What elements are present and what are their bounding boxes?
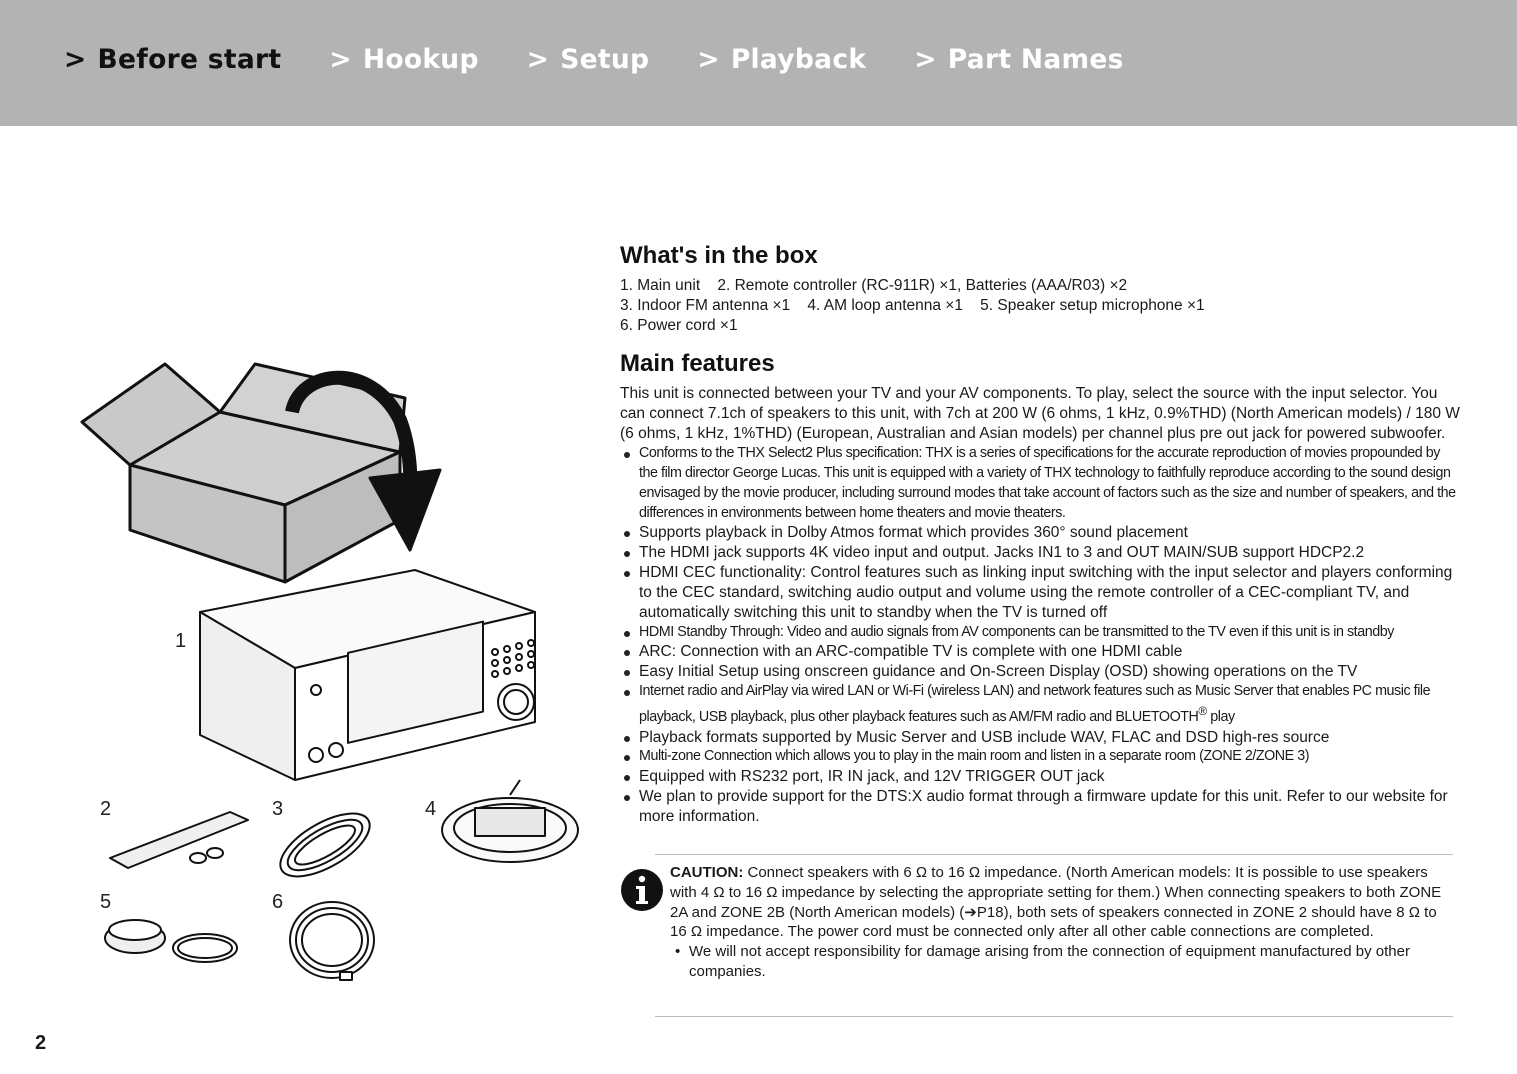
nav-playback[interactable]: > Playback bbox=[697, 44, 867, 75]
nav-before-start[interactable]: > Before start bbox=[64, 44, 282, 75]
box-line-1: 1. Main unit 2. Remote controller (RC-911R) ×1, Batteries (AAA/R03) ×2 bbox=[620, 277, 1128, 294]
list-item: Equipped with RS232 port, IR IN jack, and 12V TRIGGER OUT jack bbox=[620, 767, 1460, 787]
remote-controller-icon bbox=[110, 812, 248, 868]
box-contents-illustration bbox=[70, 350, 590, 1010]
item-number-4: 4 bbox=[425, 798, 437, 820]
list-item: Supports playback in Dolby Atmos format which provides 360° sound placement bbox=[620, 523, 1460, 543]
list-item: HDMI CEC functionality: Control features such as linking input switching with the input selector and players conforming to the CEC standard, switching audio output and volume using the remote controller of a CEC-compliant TV, and automatically switching this unit to standby when the TV is turned off bbox=[620, 563, 1460, 623]
caution-text bbox=[670, 863, 1455, 982]
cardboard-box-icon bbox=[82, 364, 405, 582]
item-number-6: 6 bbox=[272, 891, 284, 913]
features-title: Main features bbox=[620, 350, 775, 377]
fm-antenna-icon bbox=[271, 801, 380, 889]
list-item: Playback formats supported by Music Server and USB include WAV, FLAC and DSD high-res source bbox=[620, 728, 1460, 748]
power-cord-icon bbox=[290, 902, 374, 980]
caution-bullet: • We will not accept responsibility for damage arising from the connection of equipment manufactured by other companies. bbox=[670, 942, 1455, 982]
av-receiver-icon bbox=[200, 570, 535, 780]
am-loop-antenna-icon bbox=[442, 780, 578, 862]
box-line-2: 3. Indoor FM antenna ×1 4. AM loop antenna ×1 5. Speaker setup microphone ×1 bbox=[620, 297, 1205, 314]
page-ref-arrow-icon: ➔ bbox=[964, 903, 977, 921]
page-number: 2 bbox=[35, 1032, 47, 1054]
page-reference-link[interactable]: P18 bbox=[976, 903, 1004, 921]
list-item: Internet radio and AirPlay via wired LAN or Wi-Fi (wireless LAN) and network features such as Music Server that enables PC music file playback, USB playback, plus other playback features such as AM/FM radio and BLUETOOTH® play bbox=[620, 682, 1460, 727]
list-item: The HDMI jack supports 4K video input and output. Jacks IN1 to 3 and OUT MAIN/SUB support HDCP2.2 bbox=[620, 543, 1460, 563]
main-content bbox=[620, 242, 1460, 827]
list-item: We plan to provide support for the DTS:X audio format through a firmware update for this unit. Refer to our website for more information. bbox=[620, 787, 1460, 827]
list-item: Easy Initial Setup using onscreen guidance and On-Screen Display (OSD) showing operations on the TV bbox=[620, 662, 1460, 682]
nav-part-names[interactable]: > Part Names bbox=[914, 44, 1124, 75]
list-item: Multi-zone Connection which allows you to play in the main room and listen in a separate room (ZONE 2/ZONE 3) bbox=[620, 747, 1460, 767]
item-number-3: 3 bbox=[272, 798, 284, 820]
section-nav bbox=[64, 44, 1172, 75]
box-title: What's in the box bbox=[620, 242, 818, 269]
registered-mark: ® bbox=[1198, 703, 1207, 718]
box-line-3: 6. Power cord ×1 bbox=[620, 317, 738, 334]
item-number-5: 5 bbox=[100, 891, 112, 913]
caution-paragraph: CAUTION: Connect speakers with 6 Ω to 16 Ω impedance. (North American models: It is possible to use speakers with 4 Ω to 16 Ω impedance by selecting the appropriate setting for them.) When connecting speakers to both ZONE 2A and ZONE 2B (North American models) (➔P18), both sets of speakers connected in ZONE 2 should have 8 Ω to 16 Ω impedance. The power cord must be connected only after all other cable connections are completed. bbox=[670, 864, 1442, 941]
setup-microphone-icon bbox=[105, 920, 237, 962]
item-number-2: 2 bbox=[100, 798, 112, 820]
caution-label: CAUTION: bbox=[670, 864, 744, 881]
spacer bbox=[620, 336, 1460, 350]
features-intro: This unit is connected between your TV and your AV components. To play, select the source with the input selector. You can connect 7.1ch of speakers to this unit, with 7ch at 200 W (6 ohms, 1 kHz, 0.9%THD) (North American models) / 180 W (6 ohms, 1 kHz, 1%THD) (European, Australian and Asian models) per channel plus pre out jack for powered subwoofer. bbox=[620, 385, 1460, 442]
features-list bbox=[620, 444, 1460, 827]
illustration-drawing bbox=[70, 350, 590, 1010]
list-item: Conforms to the THX Select2 Plus specification: THX is a series of specifications for the accurate reproduction of movies propounded by the film director George Lucas. This unit is equipped with a variety of THX technology to faithfully reproduce according to the sound design envisaged by the movie producer, including surround modes that take account of factors such as the size and number of speakers, and the differences in environments between home theaters and movie theaters. bbox=[620, 444, 1460, 523]
nav-hookup[interactable]: > Hookup bbox=[329, 44, 479, 75]
info-icon bbox=[620, 868, 664, 912]
top-bar bbox=[0, 0, 1517, 126]
item-number-1: 1 bbox=[175, 630, 187, 652]
nav-setup[interactable]: > Setup bbox=[526, 44, 650, 75]
list-item: HDMI Standby Through: Video and audio signals from AV components can be transmitted to the TV even if this unit is in standby bbox=[620, 623, 1460, 643]
list-item: ARC: Connection with an ARC-compatible TV is complete with one HDMI cable bbox=[620, 642, 1460, 662]
